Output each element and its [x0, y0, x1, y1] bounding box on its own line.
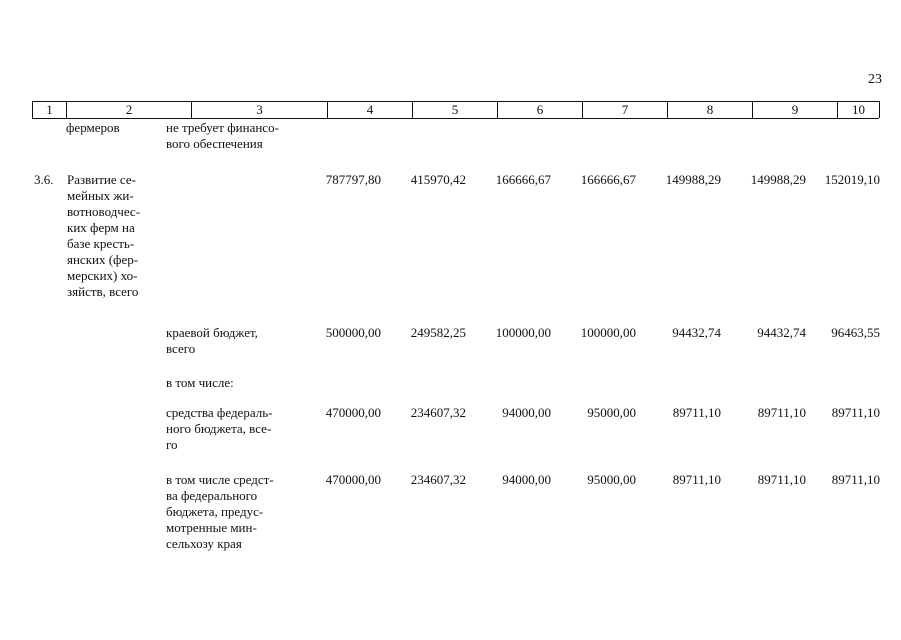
header-col-10: 10 [837, 101, 880, 118]
row-minselhoz-value-4: 470000,00 [325, 472, 381, 487]
row-v-tom-chisle-label: в том числе: [166, 375, 234, 390]
row-kraevoy-value-6: 100000,00 [495, 325, 551, 340]
row-36-value-9: 149988,29 [750, 172, 806, 187]
row-federal-value-4: 470000,00 [325, 405, 381, 420]
row-federal-value-7: 95000,00 [587, 405, 636, 420]
header-col-2: 2 [66, 101, 191, 118]
row-kraevoy-value-5: 249582,25 [410, 325, 466, 340]
row-federal-value-9: 89711,10 [757, 405, 806, 420]
row-minselhoz-value-10: 89711,10 [831, 472, 880, 487]
row-36-value-8: 149988,29 [665, 172, 721, 187]
row-minselhoz-value-9: 89711,10 [757, 472, 806, 487]
row-36-value-10: 152019,10 [824, 172, 880, 187]
row-federal-value-6: 94000,00 [502, 405, 551, 420]
row-minselhoz-value-7: 95000,00 [587, 472, 636, 487]
header-col-9: 9 [752, 101, 837, 118]
header-col-5: 5 [412, 101, 497, 118]
header-col-4: 4 [327, 101, 412, 118]
row-federal-value-10: 89711,10 [831, 405, 880, 420]
header-col-7: 7 [582, 101, 667, 118]
row-number: 3.6. [34, 172, 54, 187]
page-number: 23 [868, 72, 882, 87]
continuation-col3: не требует финансо- вого обеспечения [166, 120, 279, 151]
row-minselhoz-label: в том числе средст- ва федерального бюджета, предус- мотренные мин- сельхозу края [166, 472, 274, 551]
row-minselhoz-value-8: 89711,10 [672, 472, 721, 487]
row-kraevoy-value-10: 96463,55 [831, 325, 880, 340]
header-col-3: 3 [191, 101, 327, 118]
row-kraevoy-value-9: 94432,74 [757, 325, 806, 340]
row-36-value-7: 166666,67 [580, 172, 636, 187]
row-minselhoz-value-6: 94000,00 [502, 472, 551, 487]
row-kraevoy-value-4: 500000,00 [325, 325, 381, 340]
row-36-value-4: 787797,80 [325, 172, 381, 187]
row-federal-value-8: 89711,10 [672, 405, 721, 420]
row-36-value-5: 415970,42 [410, 172, 466, 187]
header-col-8: 8 [667, 101, 752, 118]
row-federal-value-5: 234607,32 [410, 405, 466, 420]
table-header [32, 101, 879, 119]
row-minselhoz-value-5: 234607,32 [410, 472, 466, 487]
header-col-6: 6 [497, 101, 582, 118]
header-col-1: 1 [32, 101, 66, 118]
continuation-col2: фермеров [66, 120, 120, 135]
row-title: Развитие се- мейных жи- вотноводчес- ких ферм на базе кресть- янских (фер- мерских) хо- зяйств, всего [67, 172, 141, 299]
row-federal-label: средства федераль- ного бюджета, все- го [166, 405, 273, 452]
row-36-value-6: 166666,67 [495, 172, 551, 187]
row-kraevoy-value-7: 100000,00 [580, 325, 636, 340]
row-kraevoy-label: краевой бюджет, всего [166, 325, 258, 356]
row-kraevoy-value-8: 94432,74 [672, 325, 721, 340]
